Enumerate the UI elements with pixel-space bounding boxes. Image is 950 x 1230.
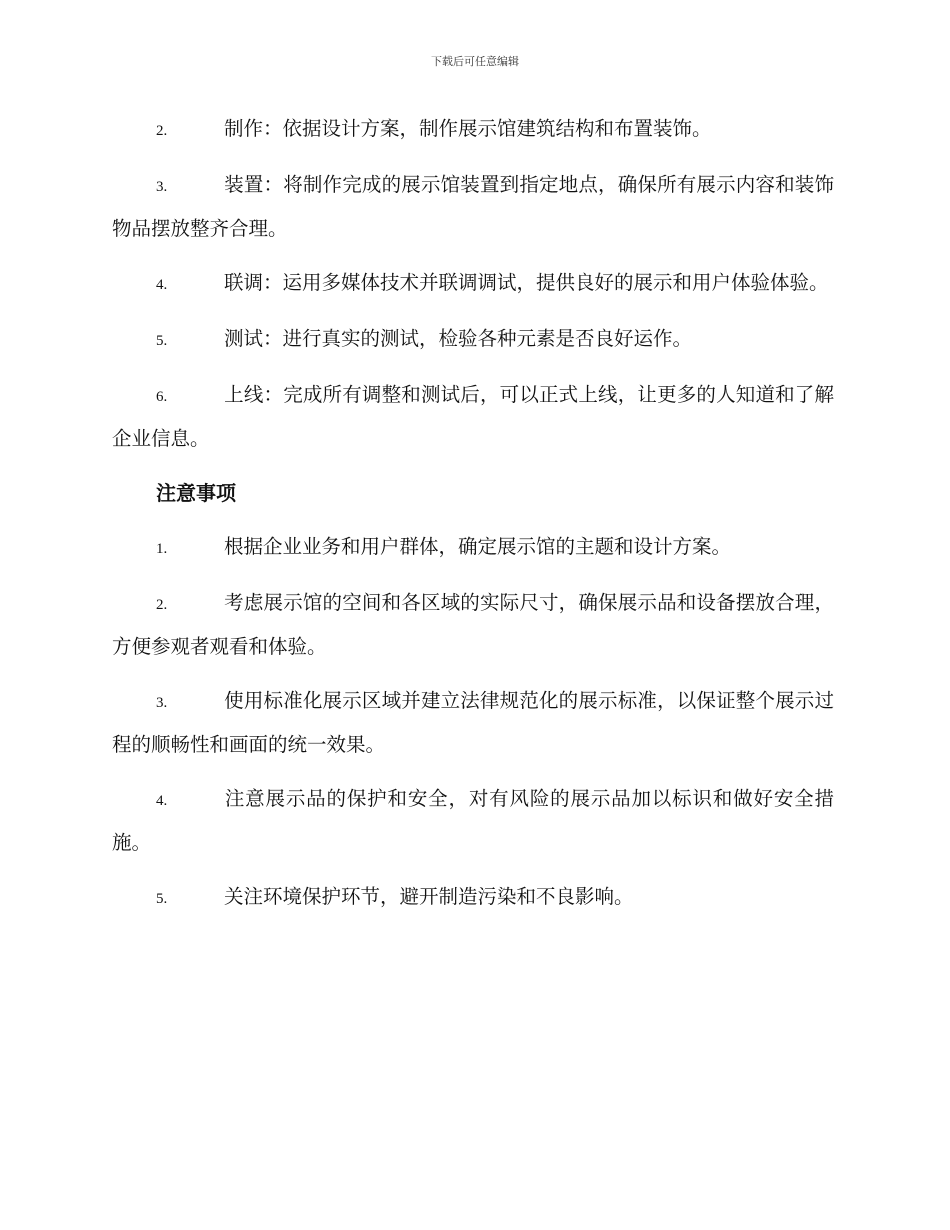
note-item-2 <box>112 582 834 668</box>
step-item-4 <box>112 262 834 306</box>
note-item-3 <box>112 680 834 766</box>
list-text: 装置：将制作完成的展示馆装置到指定地点，确保所有展示内容和装饰物品摆放整齐合理。 <box>112 173 834 240</box>
list-number: 2. <box>156 597 168 613</box>
list-text: 上线：完成所有调整和测试后，可以正式上线，让更多的人知道和了解企业信息。 <box>112 383 834 450</box>
list-number: 5. <box>156 891 168 907</box>
list-number: 5. <box>156 333 168 349</box>
list-text: 联调：运用多媒体技术并联调调试，提供良好的展示和用户体验体验。 <box>224 271 829 294</box>
note-item-5 <box>112 876 834 920</box>
list-number: 4. <box>156 277 168 293</box>
list-text: 测试：进行真实的测试，检验各种元素是否良好运作。 <box>224 327 693 350</box>
document-body <box>112 108 834 932</box>
list-text: 关注环境保护环节，避开制造污染和不良影响。 <box>224 885 634 908</box>
list-text: 使用标准化展示区域并建立法律规范化的展示标准，以保证整个展示过程的顺畅性和画面的统一效果。 <box>112 689 834 756</box>
step-item-6 <box>112 374 834 460</box>
section-heading-notes: 注意事项 <box>156 481 236 505</box>
step-item-5 <box>112 318 834 362</box>
list-text: 制作：依据设计方案，制作展示馆建筑结构和布置装饰。 <box>224 117 712 140</box>
list-number: 4. <box>156 793 168 809</box>
list-number: 3. <box>156 695 168 711</box>
note-item-4 <box>112 778 834 864</box>
note-item-1 <box>112 526 834 570</box>
list-number: 2. <box>156 123 168 139</box>
list-text: 根据企业业务和用户群体，确定展示馆的主题和设计方案。 <box>224 535 732 558</box>
list-number: 3. <box>156 179 168 195</box>
step-item-3 <box>112 164 834 250</box>
list-number: 1. <box>156 541 168 557</box>
step-item-2 <box>112 108 834 152</box>
list-text: 注意展示品的保护和安全，对有风险的展示品加以标识和做好安全措施。 <box>112 787 834 854</box>
list-number: 6. <box>156 389 168 405</box>
page-header: 下载后可任意编辑 <box>431 55 519 68</box>
list-text: 考虑展示馆的空间和各区域的实际尺寸，确保展示品和设备摆放合理，方便参观者观看和体验。 <box>112 591 834 658</box>
